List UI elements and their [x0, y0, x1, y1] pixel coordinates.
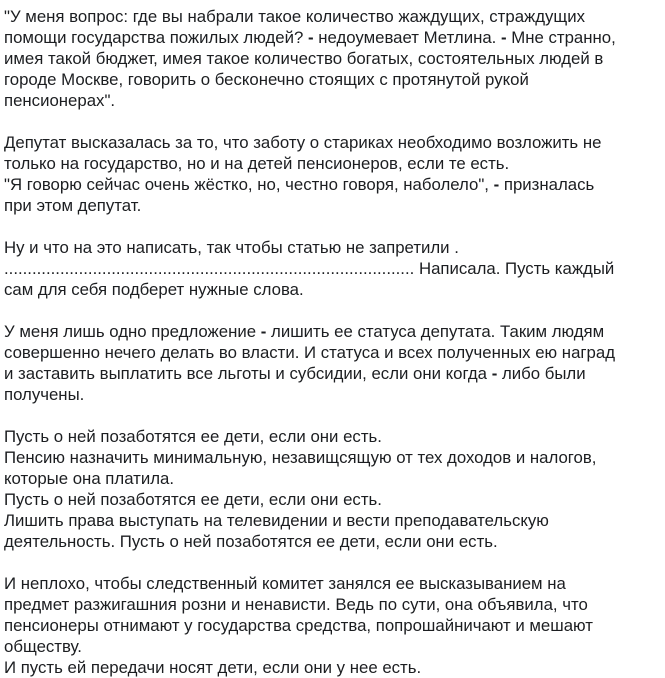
- dash-mark: -: [493, 175, 500, 194]
- text-line: деятельность. Пусть о ней позаботятся ее дети, если они есть.: [4, 532, 498, 551]
- text-line: Лишить права выступать на телевидении и вести преподавательскую: [4, 511, 549, 530]
- paragraph-children-care: [4, 426, 661, 552]
- text-line: Пусть о ней позаботятся ее дети, если они есть.: [4, 427, 382, 446]
- text-line: пенсионерах".: [4, 91, 116, 110]
- text-line: и заставить выплатить все льготы и субсидии, если они когда - либо были: [4, 364, 586, 383]
- dash-mark: -: [307, 28, 314, 47]
- text-line: получены.: [4, 385, 85, 404]
- text-line: Депутат высказалась за то, что заботу о стариках необходимо возложить не: [4, 133, 602, 152]
- text-line: совершенно нечего делать во власти. И статуса и всех полученных ею наград: [4, 343, 615, 362]
- text-line: ........................................................................................ Написала. Пусть каждый: [4, 259, 615, 278]
- text-line: Ну и что на это написать, так чтобы статью не запретили .: [4, 238, 459, 257]
- text-line: которые она платила.: [4, 469, 174, 488]
- text-line: городе Москве, говорить о бесконечно стоящих с протянутой рукой: [4, 70, 529, 89]
- dash-mark: -: [491, 364, 498, 383]
- text-line: И пусть ей передачи носят дети, если они у нее есть.: [4, 658, 422, 677]
- text-line: сам для себя подберет нужные слова.: [4, 280, 304, 299]
- text-line: при этом депутат.: [4, 196, 142, 215]
- paragraph-investigation: [4, 573, 661, 678]
- paragraph-proposal: [4, 321, 661, 405]
- text-line: только на государство, но и на детей пенсионеров, если те есть.: [4, 154, 510, 173]
- text-line: И неплохо, чтобы следственный комитет занялся ее высказыванием на: [4, 574, 566, 593]
- text-line: У меня лишь одно предложение - лишить ее статуса депутата. Таким людям: [4, 322, 605, 341]
- text-line: предмет разжигашния розни и ненависти. Ведь по сути, она объявила, что: [4, 595, 588, 614]
- text-line: обществу.: [4, 637, 82, 656]
- text-line: пенсионеры отнимают у государства средства, попрошайничают и мешают: [4, 616, 593, 635]
- paragraph-deputy-statement: [4, 132, 661, 216]
- text-line: имея такой бюджет, имея такое количество богатых, состоятельных людей в: [4, 49, 604, 68]
- text-line: Пусть о ней позаботятся ее дети, если они есть.: [4, 490, 382, 509]
- dash-mark: -: [501, 28, 507, 47]
- text-line: помощи государства пожилых людей? - недоумевает Метлина. - Мне странно,: [4, 28, 616, 47]
- text-line: Пенсию назначить минимальную, незавищсящую от тех доходов и налогов,: [4, 448, 597, 467]
- text-line: "У меня вопрос: где вы набрали такое количество жаждущих, страждущих: [4, 7, 586, 26]
- paragraph-quote-metlina: [4, 6, 661, 111]
- text-line: "Я говорю сейчас очень жёстко, но, честно говоря, наболело", - призналась: [4, 175, 595, 194]
- dash-mark: -: [260, 322, 267, 341]
- paragraph-what-to-write: [4, 237, 661, 300]
